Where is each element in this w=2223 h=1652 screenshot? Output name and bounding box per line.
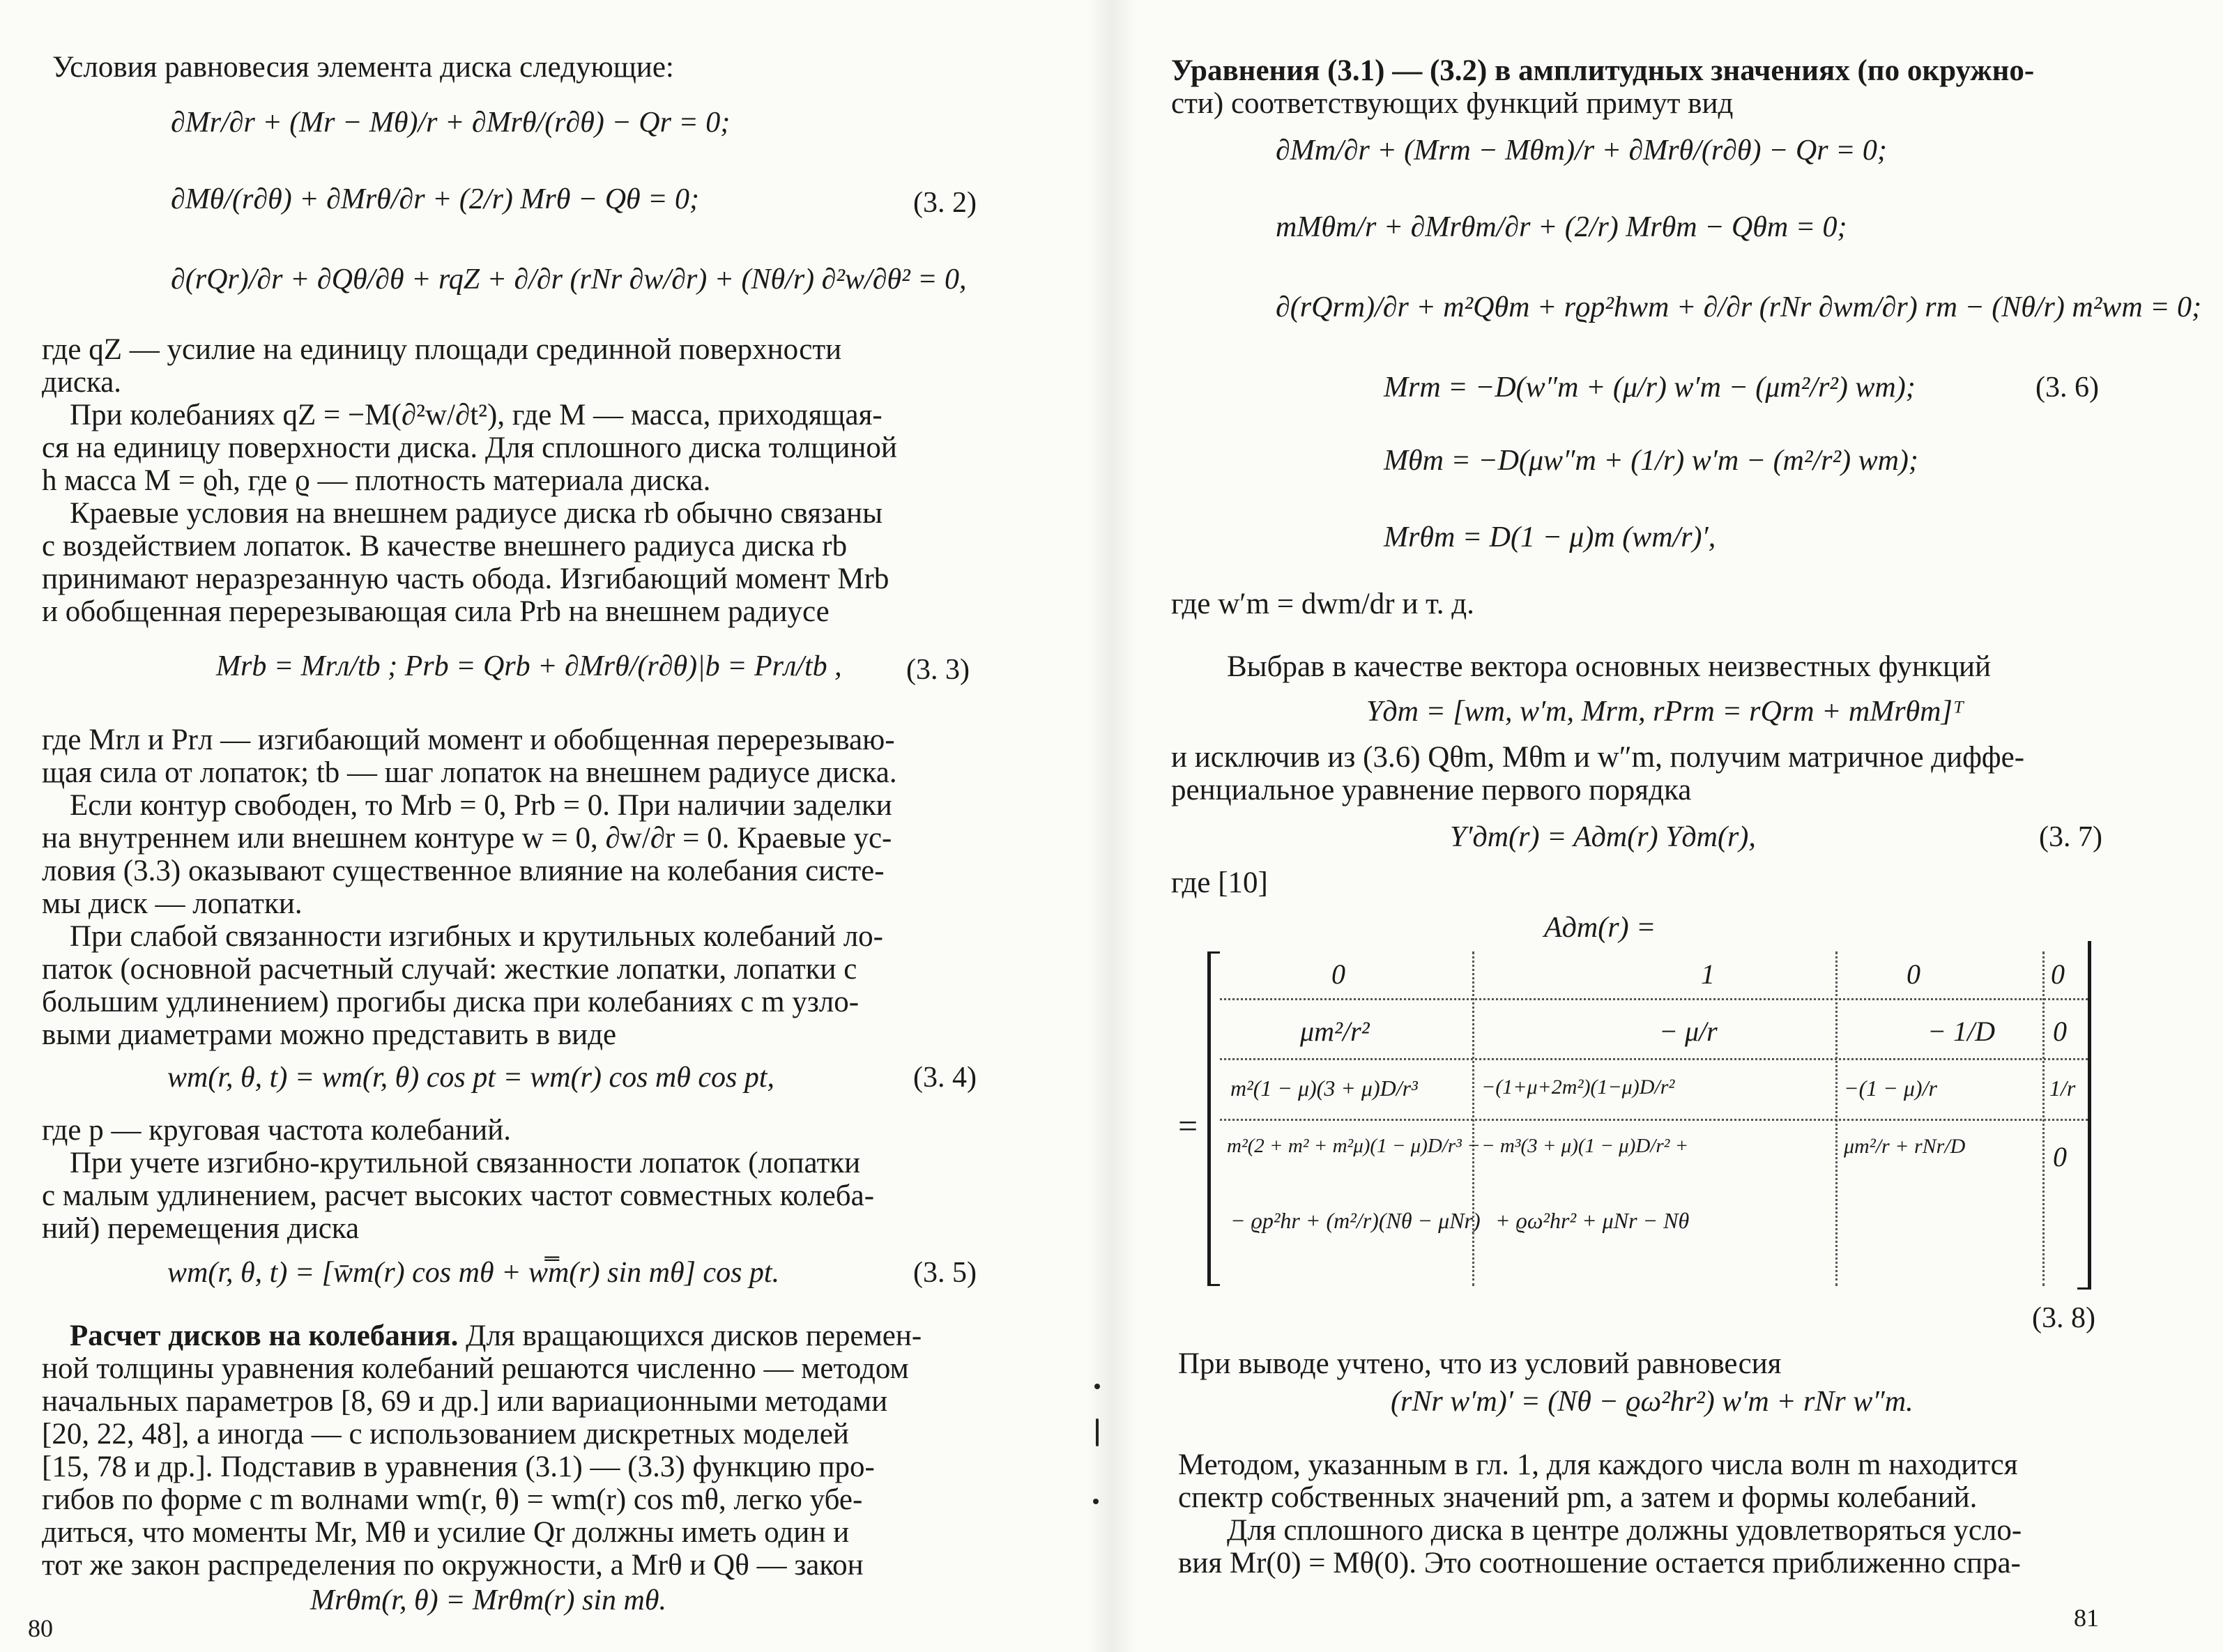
equation-3-2-line-3: ∂(rQr)/∂r + ∂Qθ/∂θ + rqZ + ∂/∂r (rNr ∂w/∂r) + (Nθ/r) ∂²w/∂θ² = 0, <box>171 263 967 296</box>
section-paragraph-text: Для вращающихся дисков перемен- <box>458 1320 922 1352</box>
matrix-cell: − m³(3 + μ)(1 − μ)D/r² + <box>1481 1135 1689 1157</box>
paragraph-line: где p — круговая частота колебаний. <box>42 1114 511 1147</box>
scan-speck <box>1093 1499 1099 1504</box>
equation-number-3-6: (3. 6) <box>2035 372 2099 404</box>
matrix-cell: 0 <box>2053 1016 2067 1047</box>
equation-number-3-3: (3. 3) <box>906 654 970 686</box>
where-line: где w′m = dwm/dr и т. д. <box>1171 588 1474 620</box>
paragraph-line: где qZ — усилие на единицу площади срединной поверхности <box>42 333 842 366</box>
equation-3-6-line-3: ∂(rQrm)/∂r + m²Qθm + rϱp²hwm + ∂/∂r (rNr ∂wm/∂r) rm − (Nθ/r) m²wm = 0; <box>1276 291 2201 323</box>
paragraph-line: принимают неразрезанную часть обода. Изгибающий момент Mrb <box>42 563 889 595</box>
matrix-left-bracket <box>1207 951 1211 1286</box>
paragraph-line: ний) перемещения диска <box>42 1212 360 1245</box>
equation-number-3-8: (3. 8) <box>2032 1302 2095 1334</box>
equation-number-3-2: (3. 2) <box>913 187 977 219</box>
equation-3-6-line-1: ∂Mm/∂r + (Mrm − Mθm)/r + ∂Mrθ/(r∂θ) − Qr = 0; <box>1276 135 1887 167</box>
paragraph-line: При колебаниях qZ = −M(∂²w/∂t²), где M — масса, приходящая- <box>70 399 883 431</box>
matrix-cell: 0 <box>2053 1141 2067 1172</box>
equation-3-3: Mrb = Mrл/tb ; Prb = Qrb + ∂Mrθ/(r∂θ)|b = Prл/tb , <box>216 650 842 682</box>
matrix-title: Aдm(r) = <box>1544 912 1656 944</box>
matrix-row-divider <box>1220 1058 2088 1060</box>
paragraph-line: с малым удлинением, расчет высоких частот совместных колеба- <box>42 1179 875 1212</box>
paragraph-line: Если контур свободен, то Mrb = 0, Prb = 0. При наличии заделки <box>70 789 892 822</box>
equation-3-7: Y′дm(r) = Aдm(r) Yдm(r), <box>1450 821 1756 853</box>
paragraph-line: Для сплошного диска в центре должны удовлетворяться усло- <box>1227 1514 2022 1547</box>
matrix-equals-sign: = <box>1178 1106 1198 1145</box>
paragraph-line: и исключив из (3.6) Qθm, Mθm и w″m, получим матричное диффе- <box>1171 741 2025 774</box>
paragraph-line: диска. <box>42 366 122 399</box>
matrix-cell: 0 <box>2051 958 2065 990</box>
left-page <box>0 0 1101 1652</box>
paragraph-line: с воздействием лопаток. В качестве внешнего радиуса диска rb <box>42 530 848 563</box>
equation-number-3-4: (3. 4) <box>913 1062 977 1094</box>
paragraph-line: ной толщины уравнения колебаний решаются численно — методом <box>42 1352 909 1385</box>
equation-relation: (rNr w′m)′ = (Nθ − ϱω²hr²) w′m + rNr w″m. <box>1391 1386 1913 1418</box>
matrix-right-bracket-bottom <box>2077 1287 2090 1290</box>
paragraph-line: ся на единицу поверхности диска. Для сплошного диска толщиной <box>42 431 897 464</box>
paragraph-line: на внутреннем или внешнем контуре w = 0, ∂w/∂r = 0. Краевые ус- <box>42 822 892 855</box>
matrix-right-bracket <box>2088 941 2091 1290</box>
equation-3-4: wm(r, θ, t) = wm(r, θ) cos pt = wm(r) cos mθ cos pt, <box>167 1062 775 1094</box>
matrix-cell: − μ/r <box>1659 1016 1718 1047</box>
matrix-cell: 0 <box>1907 958 1920 990</box>
where-line: где [10] <box>1171 866 1268 899</box>
matrix-cell: m²(2 + m² + m²μ)(1 − μ)D/r³ − <box>1227 1135 1481 1157</box>
intro-line <box>1171 56 2034 86</box>
matrix-cell: − ϱp²hr + (m²/r)(Nθ − μNr) <box>1230 1208 1481 1233</box>
paragraph-line: При учете изгибно-крутильной связанности лопаток (лопатки <box>70 1147 861 1179</box>
paragraph-line: При выводе учтено, что из условий равновесия <box>1178 1347 1782 1380</box>
equation-3-6-line-2: mMθm/r + ∂Mrθm/∂r + (2/r) Mrθm − Qθm = 0; <box>1276 211 1847 243</box>
equation-number-3-5: (3. 5) <box>913 1257 977 1289</box>
paragraph-line: [20, 22, 48], а иногда — с использованием дискретных моделей <box>42 1418 849 1451</box>
paragraph-line: мы диск — лопатки. <box>42 887 303 920</box>
paragraph-line: вия Mr(0) = Mθ(0). Это соотношение остается приближенно спра- <box>1178 1547 2021 1580</box>
matrix-cell: μm²/r² <box>1300 1016 1370 1047</box>
equation-3-6-line-4: Mrm = −D(w″m + (μ/r) w′m − (μm²/r²) wm); <box>1384 372 1916 404</box>
paragraph-line: Методом, указанным в гл. 1, для каждого числа волн m находится <box>1178 1448 2018 1481</box>
paragraph-line: выми диаметрами можно представить в виде <box>42 1018 617 1051</box>
matrix-cell: + ϱω²hr² + μNr − Nθ <box>1495 1208 1690 1233</box>
paragraph-line: паток (основной расчетный случай: жесткие лопатки, лопатки с <box>42 953 857 986</box>
paragraph-line: где Mrл и Prл — изгибающий момент и обобщенная перерезываю- <box>42 724 895 756</box>
paragraph-line: Выбрав в качестве вектора основных неизвестных функций <box>1227 650 1991 683</box>
paragraph-line: диться, что моменты Mr, Mθ и усилие Qr должны иметь один и <box>42 1516 850 1549</box>
matrix-row-divider <box>1220 1119 2088 1121</box>
equation-number-3-7: (3. 7) <box>2039 821 2102 853</box>
matrix-left-bracket-bottom <box>1207 1284 1220 1286</box>
page-number: 80 <box>28 1614 53 1642</box>
scan-speck <box>1096 1418 1099 1446</box>
equation-3-6-line-5: Mθm = −D(μw″m + (1/r) w′m − (m²/r²) wm); <box>1384 445 1918 477</box>
right-page <box>1115 0 2223 1652</box>
matrix-cell: 1/r <box>2049 1076 2076 1101</box>
section-title: Расчет дисков на колебания. <box>70 1320 459 1352</box>
intro-line: Условия равновесия элемента диска следующие: <box>52 51 674 84</box>
matrix-cell: 0 <box>1331 958 1345 990</box>
matrix-left-bracket-top <box>1207 951 1220 954</box>
paragraph-line: большим удлинением) прогибы диска при колебаниях с m узло- <box>42 986 860 1018</box>
matrix-cell: 1 <box>1701 958 1715 990</box>
section-paragraph-first-line <box>70 1321 922 1351</box>
paragraph-line: и обобщенная перерезывающая сила Prb на внешнем радиусе <box>42 595 830 628</box>
paragraph-line: ренциальное уравнение первого порядка <box>1171 774 1692 806</box>
paragraph-line: [15, 78 и др.]. Подставив в уравнения (3.1) — (3.3) функцию про- <box>42 1451 875 1483</box>
unknown-vector: Yдm = [wm, w′m, Mrm, rPrm = rQrm + mMrθm]ᵀ <box>1366 696 1964 728</box>
equation-3-5: wm(r, θ, t) = [w̄m(r) cos mθ + w̿m(r) sin mθ] cos pt. <box>167 1257 780 1289</box>
matrix-cell: −(1+μ+2m²)(1−μ)D/r² <box>1481 1076 1675 1099</box>
page-number: 81 <box>2074 1604 2099 1632</box>
paragraph-line: h масса M = ϱh, где ϱ — плотность материала диска. <box>42 464 711 497</box>
equation-3-2-line-2: ∂Mθ/(r∂θ) + ∂Mrθ/∂r + (2/r) Mrθ − Qθ = 0; <box>171 183 699 215</box>
paragraph-line: начальных параметров [8, 69 и др.] или вариационными методами <box>42 1385 888 1418</box>
intro-line: сти) соответствующих функций примут вид <box>1171 87 1734 120</box>
matrix-cell: −(1 − μ)/r <box>1844 1076 1937 1101</box>
paragraph-line: щая сила от лопаток; tb — шаг лопаток на внешнем радиусе диска. <box>42 756 897 789</box>
paragraph-line: При слабой связанности изгибных и крутильных колебаний ло- <box>70 920 883 953</box>
equation-mrthetam: Mrθm(r, θ) = Mrθm(r) sin mθ. <box>310 1584 667 1616</box>
paragraph-line: тот же закон распределения по окружности, а Mrθ и Qθ — закон <box>42 1549 864 1582</box>
equation-3-6-line-6: Mrθm = D(1 − μ)m (wm/r)′, <box>1384 521 1716 553</box>
paragraph-line: ловия (3.3) оказывают существенное влияние на колебания систе- <box>42 855 885 887</box>
paragraph-line: гибов по форме с m волнами wm(r, θ) = wm(r) cos mθ, легко убе- <box>42 1483 863 1516</box>
matrix-cell: m²(1 − μ)(3 + μ)D/r³ <box>1230 1076 1418 1101</box>
intro-text: Уравнения (3.1) — (3.2) в амплитудных значениях (по окружно- <box>1171 54 2035 87</box>
matrix-cell: μm²/r + rNr/D <box>1844 1135 1966 1158</box>
paragraph-line: Краевые условия на внешнем радиусе диска rb обычно связаны <box>70 497 883 530</box>
paragraph-line: спектр собственных значений pm, а затем и формы колебаний. <box>1178 1481 1978 1514</box>
equation-3-2-line-1: ∂Mr/∂r + (Mr − Mθ)/r + ∂Mrθ/(r∂θ) − Qr = 0; <box>171 107 731 139</box>
matrix-cell: − 1/D <box>1927 1016 1995 1047</box>
matrix-row-divider <box>1220 998 2088 1000</box>
scan-speck <box>1094 1384 1100 1389</box>
